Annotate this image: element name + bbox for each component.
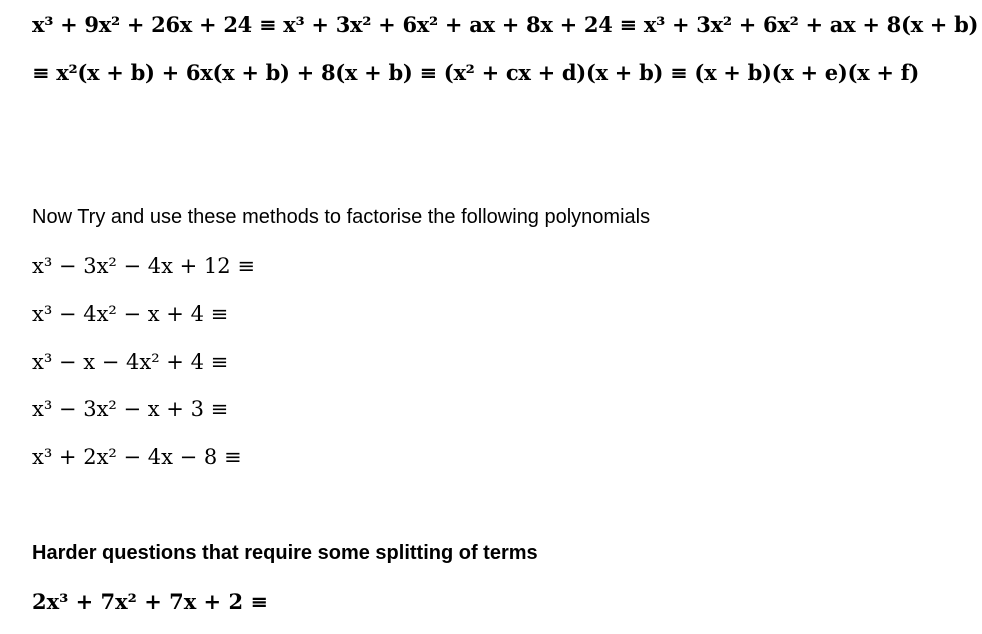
practice-problem-2: x³ − 4x² − x + 4 ≡	[32, 302, 229, 326]
practice-problem-4: x³ − 3x² − x + 3 ≡	[32, 397, 229, 421]
practice-problem-3: x³ − x − 4x² + 4 ≡	[32, 350, 229, 374]
worked-example-line-2: ≡ x²(x + b) + 6x(x + b) + 8(x + b) ≡ (x² + cx + d)(x + b) ≡ (x + b)(x + e)(x + f)	[32, 60, 920, 85]
harder-heading: Harder questions that require some splitting of terms	[32, 542, 538, 564]
practice-problem-5: x³ + 2x² − 4x − 8 ≡	[32, 445, 242, 469]
practice-heading: Now Try and use these methods to factorise the following polynomials	[32, 206, 651, 228]
harder-problem-1: 2x³ + 7x² + 7x + 2 ≡	[32, 589, 268, 614]
practice-problem-1: x³ − 3x² − 4x + 12 ≡	[32, 254, 255, 278]
worked-example-line-1: x³ + 9x² + 26x + 24 ≡ x³ + 3x² + 6x² + ax + 8x + 24 ≡ x³ + 3x² + 6x² + ax + 8(x + b)	[32, 12, 979, 37]
